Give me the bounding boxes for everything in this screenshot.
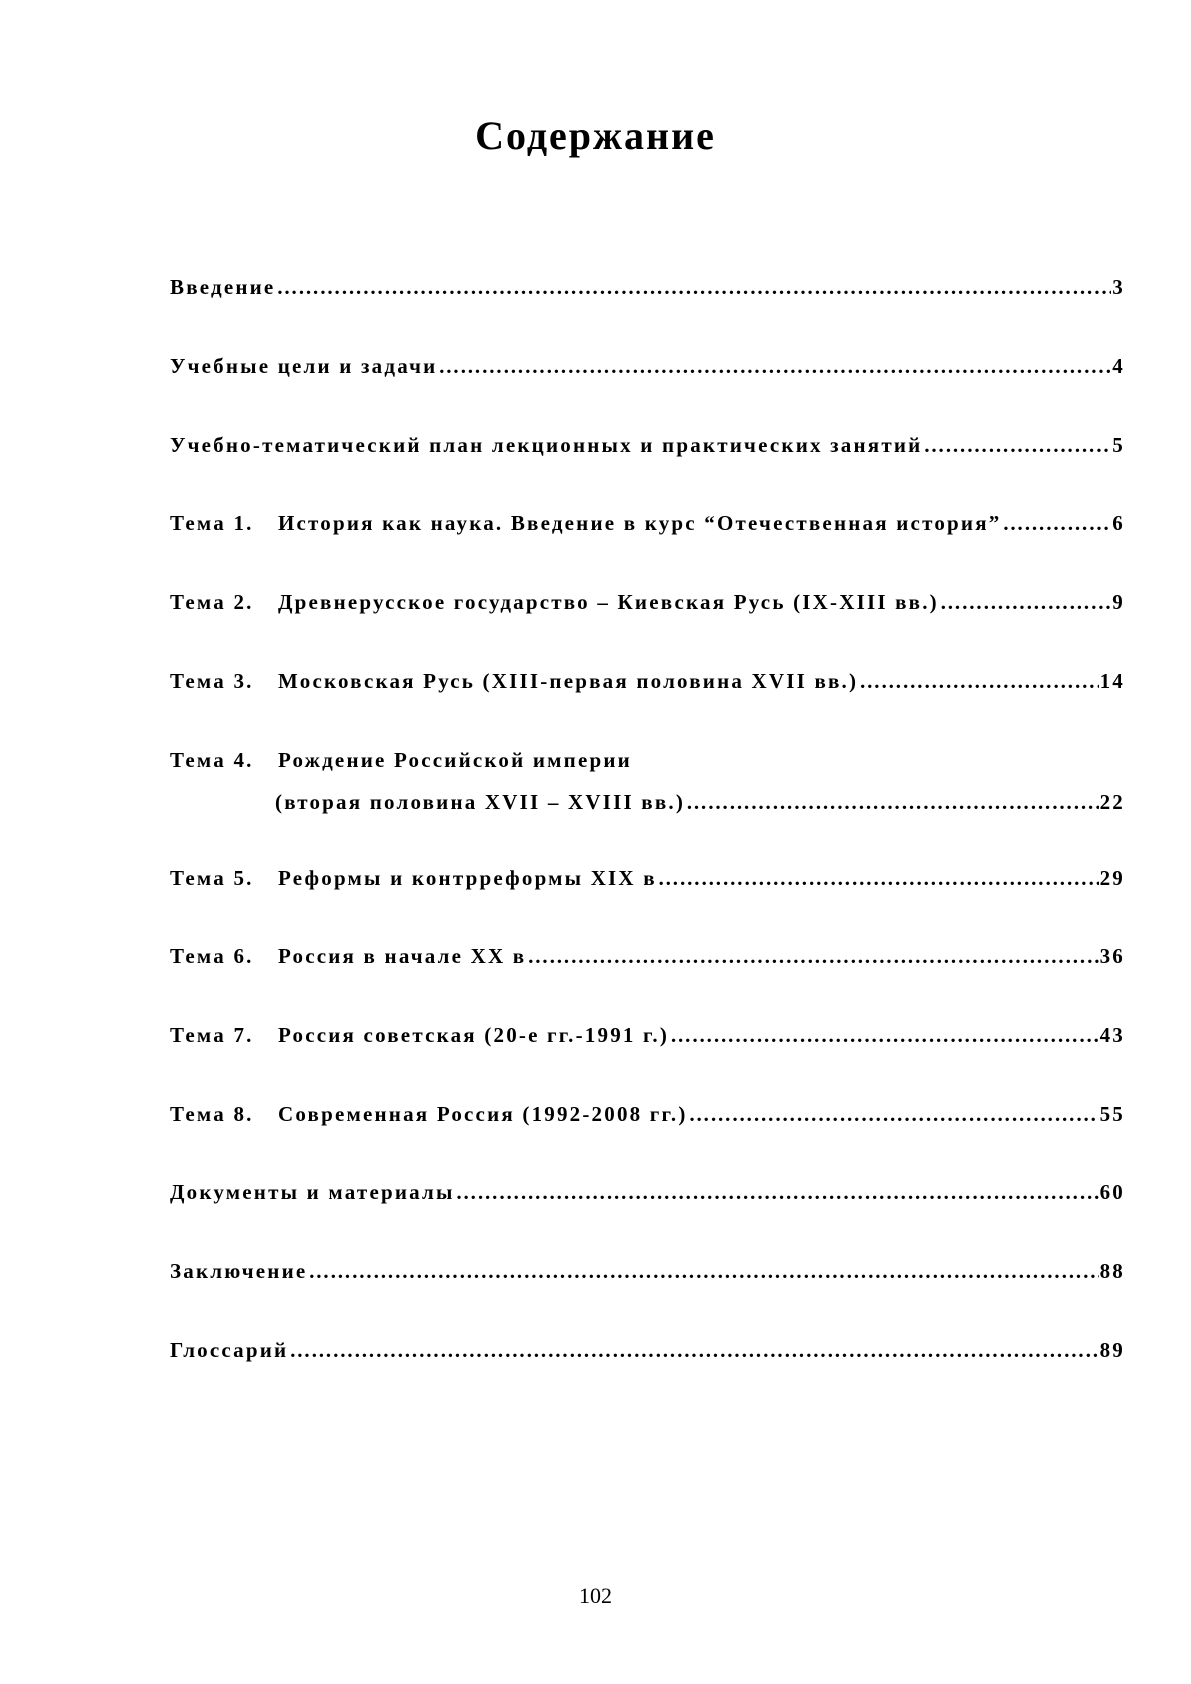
toc-entry-topic-7[interactable] (170, 1020, 1125, 1050)
dot-leader (438, 351, 1111, 381)
dot-leader (940, 587, 1111, 617)
toc-entry-label: История как наука. Введение в курс “Отечественная история” (278, 511, 1002, 535)
toc-entry-page: 4 (1112, 354, 1125, 378)
dot-leader (527, 941, 1098, 971)
toc-entry-topic-4[interactable] (170, 745, 1125, 817)
topic-number: Тема 6. (170, 944, 254, 968)
toc-entry-topic-8[interactable] (170, 1099, 1125, 1129)
toc-entry-documents[interactable] (170, 1177, 1125, 1207)
topic-number: Тема 4. (170, 748, 254, 772)
toc-entry-page: 36 (1099, 944, 1125, 968)
toc-entry-page: 22 (1099, 790, 1125, 814)
dot-leader (923, 430, 1111, 460)
toc-entry-topic-1[interactable] (170, 508, 1125, 538)
dot-leader (1002, 508, 1111, 538)
toc-entry-topic-3[interactable] (170, 666, 1125, 696)
toc-entry-page: 55 (1099, 1102, 1125, 1126)
dot-leader (308, 1256, 1098, 1286)
toc-entry-page: 5 (1112, 433, 1125, 457)
dot-leader (658, 863, 1099, 893)
toc-entry-page: 9 (1112, 590, 1125, 614)
toc-entry-page: 43 (1099, 1023, 1125, 1047)
topic-number: Тема 8. (170, 1102, 254, 1126)
page-number: 102 (579, 1583, 612, 1608)
toc-entry-page: 3 (1112, 275, 1125, 299)
toc-entry-page: 6 (1112, 511, 1125, 535)
dot-leader (289, 1335, 1098, 1365)
toc-entry-glossary[interactable] (170, 1335, 1125, 1365)
dot-leader (276, 272, 1111, 302)
toc-entry-page: 29 (1099, 866, 1125, 890)
toc-entry-goals[interactable] (170, 351, 1125, 381)
page-title: Содержание (475, 113, 716, 158)
toc-entry-introduction[interactable] (170, 272, 1125, 302)
topic-number: Тема 3. (170, 669, 254, 693)
dot-leader (670, 1020, 1099, 1050)
toc-entry-label: Реформы и контрреформы XIX в (278, 866, 657, 890)
toc-entry-label: Документы и материалы (170, 1180, 455, 1204)
toc-entry-label: Россия советская (20-е гг.-1991 г.) (278, 1023, 670, 1047)
toc-entry-page: 60 (1099, 1180, 1125, 1204)
dot-leader (859, 666, 1098, 696)
topic-number: Тема 7. (170, 1023, 254, 1047)
toc-entry-plan[interactable] (170, 430, 1125, 460)
toc-entry-label: Введение (170, 275, 276, 299)
toc-entry-page: 88 (1099, 1259, 1125, 1283)
toc-entry-label: Рождение Российской империи (278, 748, 632, 772)
topic-number: Тема 1. (170, 511, 254, 535)
toc-entry-topic-2[interactable] (170, 587, 1125, 617)
dot-leader (689, 1099, 1099, 1129)
toc-entry-label: Древнерусское государство – Киевская Русь (IX-XIII вв.) (278, 590, 939, 614)
toc-entry-topic-5[interactable] (170, 863, 1125, 893)
toc-entry-label: Учебно-тематический план лекционных и практических занятий (170, 433, 923, 457)
toc-entry-label: Московская Русь (XIII-первая половина XVII вв.) (278, 669, 859, 693)
dot-leader (456, 1177, 1099, 1207)
toc-entry-label: Заключение (170, 1259, 308, 1283)
toc-entry-label: Современная Россия (1992-2008 гг.) (278, 1102, 688, 1126)
dot-leader (686, 787, 1099, 817)
toc-entry-label: Глоссарий (170, 1338, 289, 1362)
toc-entry-page: 14 (1099, 669, 1125, 693)
topic-number: Тема 2. (170, 590, 254, 614)
toc-entry-label: Учебные цели и задачи (170, 354, 438, 378)
toc-entry-label-continued: (вторая половина XVII – XVIII вв.) (275, 790, 686, 814)
toc-entry-conclusion[interactable] (170, 1256, 1125, 1286)
toc-entry-page: 89 (1099, 1338, 1125, 1362)
topic-number: Тема 5. (170, 866, 254, 890)
toc-entry-topic-6[interactable] (170, 941, 1125, 971)
toc-entry-label: Россия в начале XX в (278, 944, 527, 968)
